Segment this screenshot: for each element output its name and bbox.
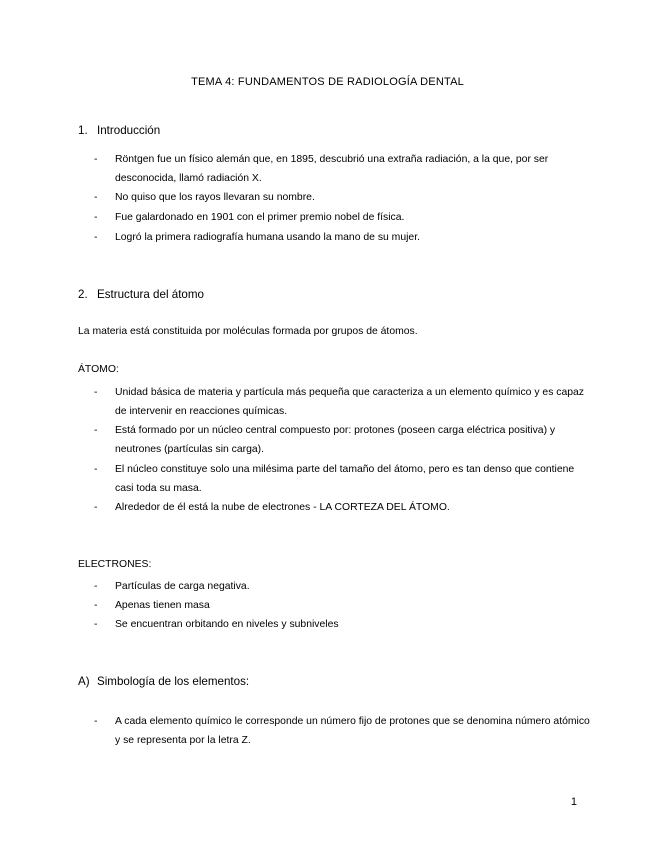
bullet-dash: - (94, 192, 98, 203)
bullet-dash: - (94, 232, 98, 243)
list-item-text: Logró la primera radiografía humana usando la mano de su mujer. (115, 232, 420, 243)
list-item-text: Alrededor de él está la nube de electrones - LA CORTEZA DEL ÁTOMO. (115, 502, 450, 513)
list-item-text: Röntgen fue un físico alemán que, en 1895, descubrió una extraña radiación, a la que, por ser desconocida, llamó radiación X. (115, 154, 549, 184)
document-title: TEMA 4: FUNDAMENTOS DE RADIOLOGÍA DENTAL (191, 76, 464, 88)
bullet-dash: - (94, 581, 98, 592)
list-item (94, 460, 594, 498)
list-item (94, 596, 594, 615)
bullet-dash: - (94, 502, 98, 513)
list-item-text: Fue galardonado en 1901 con el primer premio nobel de física. (115, 212, 405, 223)
bullet-dash: - (94, 212, 98, 223)
bullet-dash: - (94, 464, 98, 475)
bullet-dash: - (94, 387, 98, 398)
bullet-dash: - (94, 716, 98, 727)
list-item (94, 150, 594, 188)
list-item-text: Unidad básica de materia y partícula más pequeña que caracteriza a un elemento químico y es capaz de intervenir en reacciones químicas. (115, 387, 584, 417)
page-number: 1 (570, 796, 577, 808)
section-title: Estructura del átomo (97, 288, 204, 301)
list-item-text: Partículas de carga negativa. (115, 581, 250, 592)
paragraph-intro: La materia está constituida por moléculas formada por grupos de átomos. (78, 326, 418, 337)
list-item-text: A cada elemento químico le corresponde un número fijo de protones que se denomina número atómico y se representa por la letra Z. (115, 716, 590, 746)
section-number: 2. (78, 288, 88, 301)
list-item-text: Apenas tienen masa (115, 600, 210, 611)
list-item (94, 208, 594, 227)
list-item (94, 615, 594, 634)
list-item (94, 188, 594, 207)
section-number: A) (78, 675, 90, 688)
section-title: Introducción (97, 124, 161, 137)
section-heading-simbologia (78, 675, 249, 688)
section-heading-estructura (78, 288, 204, 301)
list-item (94, 577, 594, 596)
bullet-dash: - (94, 619, 98, 630)
list-item (94, 712, 594, 750)
list-item-text: Está formado por un núcleo central compuesto por: protones (poseen carga eléctrica positiva) y neutrones (partículas sin carga). (115, 425, 556, 455)
list-item (94, 228, 594, 247)
list-item (94, 383, 594, 421)
bullet-dash: - (94, 425, 98, 436)
list-item-text: El núcleo constituye solo una milésima parte del tamaño del átomo, pero es tan denso que contiene casi toda su masa. (115, 464, 575, 494)
bullet-dash: - (94, 154, 98, 165)
label-atomo: ÁTOMO: (78, 364, 119, 375)
bullet-dash: - (94, 600, 98, 611)
list-item (94, 498, 594, 517)
section-title: Simbología de los elementos: (97, 675, 250, 688)
label-electrones: ELECTRONES: (78, 559, 152, 570)
section-heading-introduccion (78, 124, 160, 137)
list-item-text: Se encuentran orbitando en niveles y subniveles (115, 619, 339, 630)
list-item-text: No quiso que los rayos llevaran su nombre. (115, 192, 315, 203)
section-number: 1. (78, 124, 88, 137)
list-item (94, 421, 594, 459)
